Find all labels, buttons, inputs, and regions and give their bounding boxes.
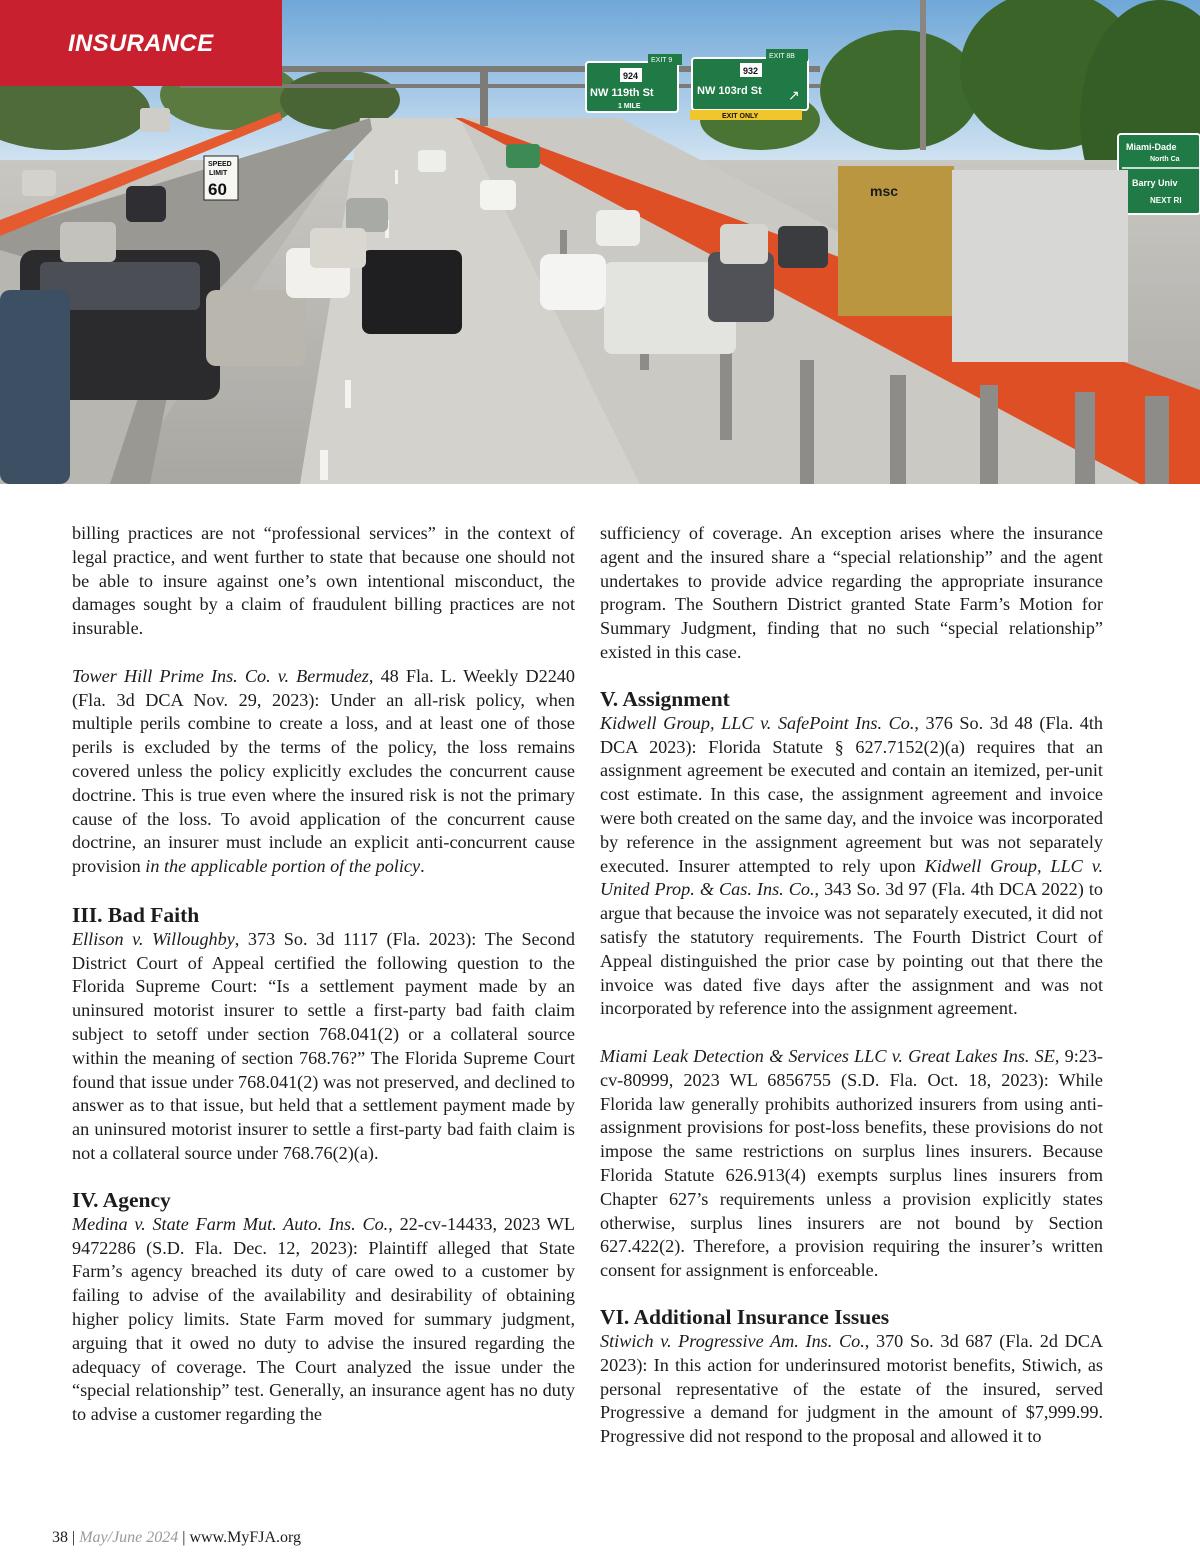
paragraph-tower-hill (72, 665, 575, 879)
case-citation-2: Kidwell Group, LLC v. United Prop. & Cas. Ins. Co. (600, 855, 1103, 900)
page-footer (52, 1529, 301, 1547)
car-white-2 (540, 254, 606, 310)
heading-agency: IV. Agency (72, 1187, 171, 1212)
paragraph-billing-practices: billing practices are not “professional services” in the context of legal practice, and went further to state that because one should not be able to insure against one’s own intentional misconduct, the damages sought by a claim of fraudulent billing practices are not insurable. (72, 523, 575, 639)
box-truck (952, 170, 1128, 362)
sign-nw-103rd (690, 49, 808, 120)
arrow-up-right-icon: ↗ (788, 87, 800, 103)
case-citation: Medina v. State Farm Mut. Auto. Ins. Co. (72, 1213, 389, 1234)
sign-route-924-text: 924 (623, 71, 639, 81)
car-silver (206, 290, 306, 366)
heading-bad-faith: III. Bad Faith (72, 902, 200, 927)
sign-miami-dade-text: Miami-Dade (1126, 142, 1177, 152)
section-tag (0, 0, 282, 86)
case-text: , 9:23-cv-80999, 2023 WL 6856755 (S.D. Fla. Oct. 18, 2023): While Florida law generally prohibits authorized insurers from using anti-assignment provisions for post-loss benefits, these provisions do not impose the same restrictions on surplus lines insurers. Because Florida Statute 626.913(4) exempts surplus lines insurers from Chapter 627’s requirements unless a provision explicitly states otherwise, surplus lines insurers are not bound by Section 627.422(2). Therefore, a provision requiring the insurer’s written consent for assignment is enforceable. (600, 1045, 1103, 1281)
sign-nw-119th (586, 54, 682, 112)
sign-1-mile-text: 1 MILE (618, 103, 641, 110)
sign-route-932-text: 932 (743, 66, 759, 76)
case-text: , 22-cv-14433, 2023 WL 9472286 (S.D. Fla. Dec. 12, 2023): Plaintiff alleged that State Farm’s agency breached its duty of care owed to a customer by failing to advise of the availability and desirability of obtaining higher policy limits. State Farm moved for summary judgment, arguing that it owed no duty to advise the insured regarding the adequacy of coverage. The Court analyzed the issue under the “special relationship” test. Generally, an insurance agent has no duty to advise a customer regarding the (72, 1213, 575, 1425)
sign-exit9-text: EXIT 9 (651, 57, 673, 64)
case-text: , 48 Fla. L. Weekly D2240 (Fla. 3d DCA Nov. 29, 2023): Under an all-risk policy, when multiple perils combine to create a loss, and at least one of those perils is excluded by the terms of the policy, the loss remains covered unless the policy explicitly excludes the concurrent cause doctrine. This is true even where the insured risk is not the primary cause of the loss. To avoid application of the concurrent cause doctrine, an insurer must include an explicit anti-concurrent cause provision (72, 665, 575, 877)
pickup-black (362, 250, 462, 334)
case-citation: Ellison v. Willoughby (72, 928, 235, 949)
paragraph-ellison (72, 928, 575, 1166)
limit-text: LIMIT (209, 170, 228, 177)
case-citation: Kidwell Group, LLC v. SafePoint Ins. Co. (600, 712, 915, 733)
paragraph-kidwell (600, 712, 1103, 1021)
paragraph-sufficiency: sufficiency of coverage. An exception arises where the insurance agent and the insured share a “special relationship” and the agent undertakes to provide advice regarding the appropriate insurance program. The Southern District granted State Farm’s Motion for Summary Judgment, finding that no such “special relationship” existed in this case. (600, 523, 1103, 662)
sign-north-campus-text: North Ca (1150, 156, 1180, 163)
case-text: , 376 So. 3d 48 (Fla. 4th DCA 2023): Florida Statute § 627.7152(2)(a) requires that an assignment agreement be executed and contain an itemized, per-unit cost estimate. In this case, the assignment agreement and invoice were both created on the same day, and the invoice was incorporated by reference in the assignment agreement but was not separately executed. Insurer attempted to rely upon (600, 712, 1103, 876)
container-logo-text: msc (870, 183, 899, 199)
case-text-end: . (420, 856, 425, 877)
speed-value-text: 60 (208, 180, 227, 199)
issue-date: May/June 2024 (79, 1529, 179, 1546)
heading-additional-issues: VI. Additional Insurance Issues (600, 1304, 890, 1329)
sign-nw103-text: NW 103rd St (697, 85, 762, 97)
paragraph-medina (72, 1213, 575, 1427)
case-emphasis: in the applicable portion of the policy (145, 856, 421, 877)
section-label: INSURANCE (68, 30, 214, 57)
sign-exit-only-text: EXIT ONLY (722, 113, 759, 120)
speed-limit-sign (204, 156, 238, 200)
left-column (72, 522, 575, 1451)
case-text: , 373 So. 3d 1117 (Fla. 2023): The Second District Court of Appeal certified the following question to the Florida Supreme Court: “Is a settlement payment made by an uninsured motorist insurer to settle a first-party bad faith claim subject to setoff under section 768.041(2) or a collateral source within the meaning of section 768.76?” The Florida Supreme Court found that issue under 768.041(2) was not preserved, and declined to answer as to that issue, but held that a settlement payment made by an uninsured motorist insurer to settle a first-party bad faith claim is not a collateral source under 768.76(2)(a). (72, 928, 575, 1163)
case-citation: Stiwich v. Progressive Am. Ins. Co. (600, 1330, 865, 1351)
case-citation: Miami Leak Detection & Services LLC v. Great Lakes Ins. SE (600, 1045, 1055, 1066)
footer-separator: | (72, 1529, 76, 1546)
sign-miami-dade (1118, 134, 1200, 214)
car-blue-left (0, 290, 70, 484)
case-text-2: , 343 So. 3d 97 (Fla. 4th DCA 2022) to argue that because the invoice was not separately executed, it did not satisfy the statutory requirements. The Fourth District Court of Appeal distinguished the prior case by pointing out that there the invoice was dated five days after the assignment and was not incorporated by reference into the assignment agreement. (600, 879, 1103, 1019)
heading-assignment: V. Assignment (600, 686, 730, 711)
right-column (600, 522, 1103, 1473)
sign-nw119-text: NW 119th St (590, 87, 654, 99)
footer-separator: | (182, 1529, 186, 1546)
case-text: , 370 So. 3d 687 (Fla. 2d DCA 2023): In this action for underinsured motorist benefits, Stiwich, as personal representative of the estate of the insured, served Progressive a demand for judgment in the amount of $7,999.99. Progressive did not respond to the proposal and allowed it to (600, 1330, 1104, 1447)
case-citation: Tower Hill Prime Ins. Co. v. Bermudez (72, 665, 369, 686)
website-link[interactable]: www.MyFJA.org (189, 1529, 302, 1546)
paragraph-stiwich (600, 1330, 1103, 1449)
sign-barry-univ-text: Barry Univ (1132, 178, 1178, 188)
speed-text: SPEED (208, 161, 232, 168)
paragraph-miami-leak (600, 1045, 1103, 1283)
page-number: 38 (52, 1529, 68, 1546)
sign-exit8b-text: EXIT 8B (769, 53, 795, 60)
hero-photo (0, 0, 1200, 484)
sign-next-right-text: NEXT RI (1150, 196, 1182, 205)
